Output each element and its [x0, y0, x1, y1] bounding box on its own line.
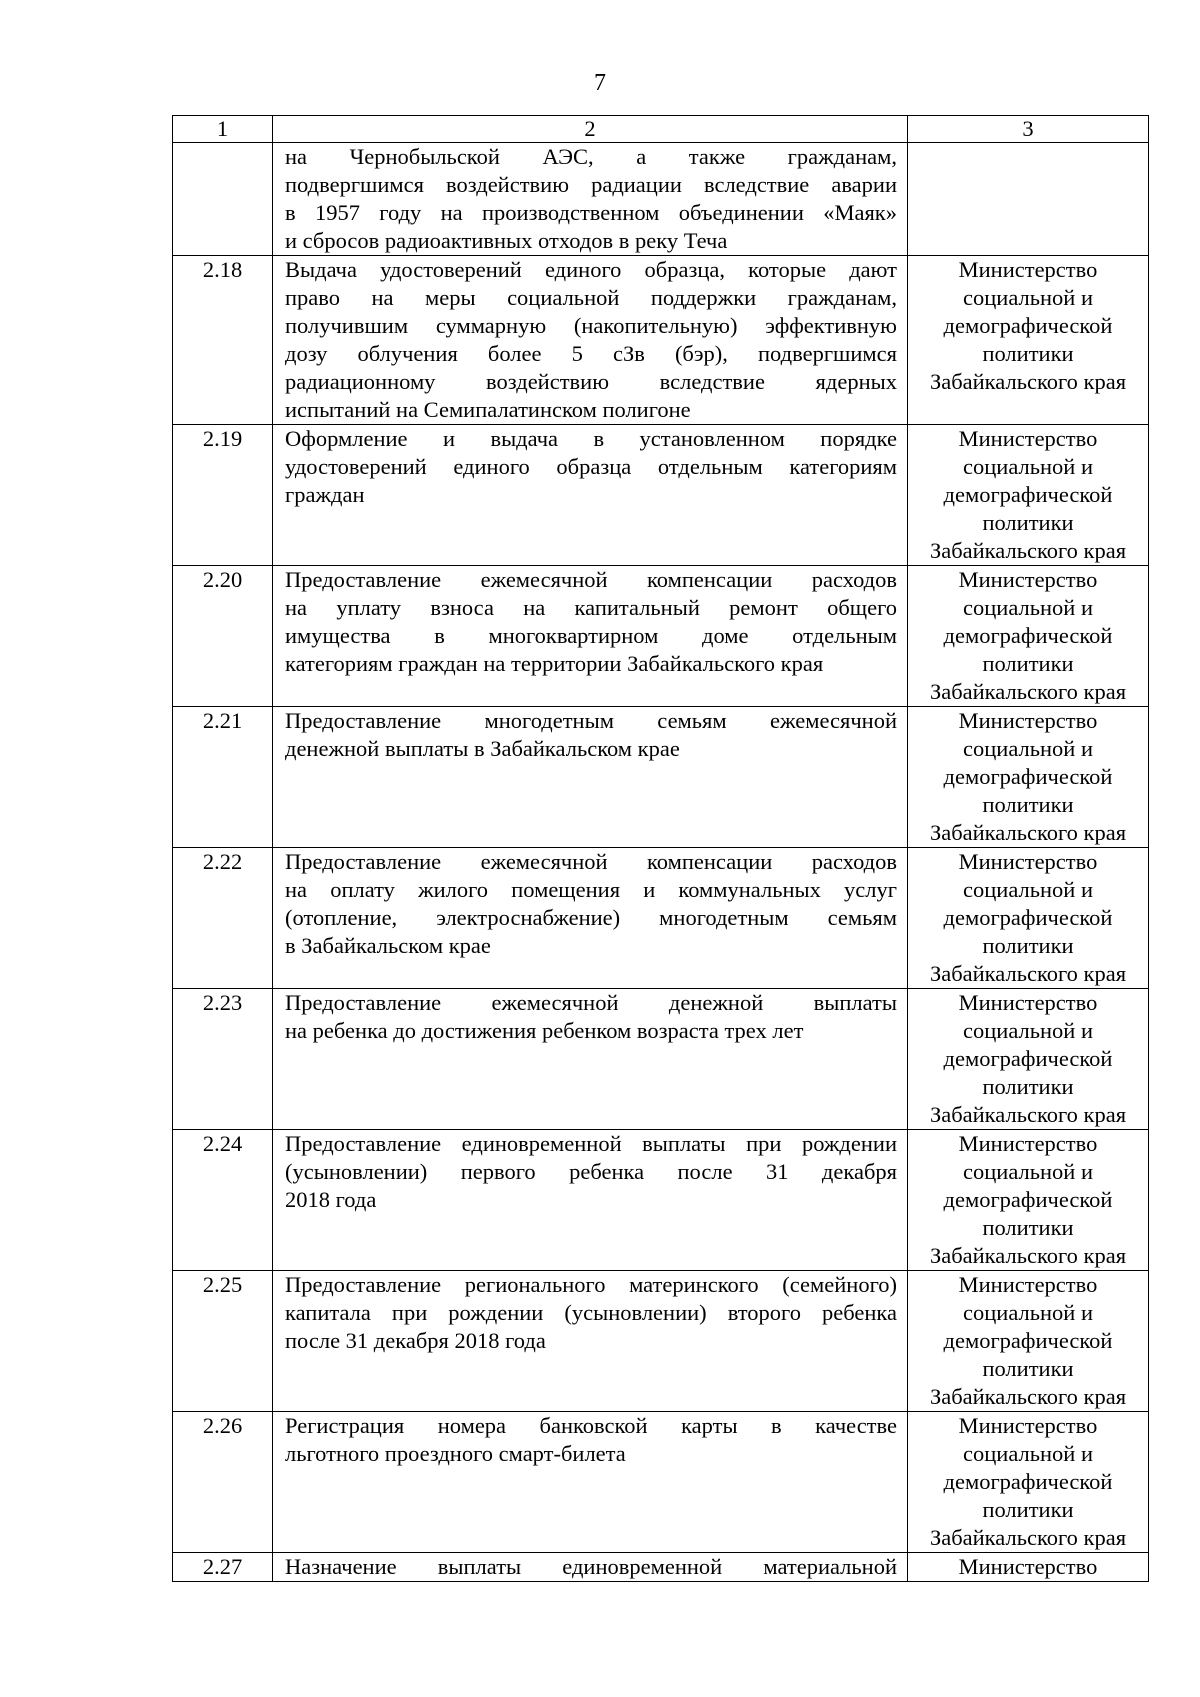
- org-line: Министерство: [958, 708, 1098, 733]
- row-organization: [908, 1412, 1149, 1553]
- org-line: Забайкальского края: [929, 961, 1127, 986]
- row-number: 2.18: [173, 256, 273, 425]
- header-col-1: 1: [173, 116, 273, 143]
- org-line: политики: [982, 651, 1074, 676]
- table-row: [173, 989, 1149, 1130]
- org-line: политики: [982, 1356, 1074, 1381]
- org-line: Забайкальского края: [929, 1384, 1127, 1409]
- row-description: [273, 1130, 908, 1271]
- row-organization: [908, 1553, 1149, 1582]
- org-line: демографической: [943, 623, 1113, 648]
- desc-line: Предоставление регионального материнского (семейного): [285, 1272, 897, 1297]
- desc-line: Выдача удостоверений единого образца, которые дают: [285, 257, 897, 282]
- org-line: демографической: [943, 764, 1113, 789]
- desc-line: Оформление и выдача в установленном порядке: [285, 426, 897, 451]
- desc-line: Предоставление единовременной выплаты при рождении: [285, 1131, 897, 1156]
- table-row: [173, 256, 1149, 425]
- desc-line: капитала при рождении (усыновлении) второго ребенка: [285, 1300, 897, 1325]
- desc-line: на уплату взноса на капитальный ремонт общего: [285, 595, 897, 620]
- continuation-desc-cell: [273, 143, 908, 256]
- org-line: политики: [982, 1074, 1074, 1099]
- desc-line: на ребенка до достижения ребенком возраста трех лет: [285, 1018, 804, 1043]
- continuation-org-cell: [908, 143, 1149, 256]
- row-organization: [908, 566, 1149, 707]
- row-organization: [908, 1130, 1149, 1271]
- org-line: демографической: [943, 313, 1113, 338]
- header-col-3: 3: [908, 116, 1149, 143]
- org-line: Забайкальского края: [929, 1525, 1127, 1550]
- row-description: [273, 1553, 908, 1582]
- org-line: социальной и: [963, 285, 1093, 310]
- desc-line: подвергшимся воздействию радиации вследствие аварии: [285, 172, 897, 197]
- desc-line: (отопление, электроснабжение) многодетным семьям: [285, 905, 897, 930]
- org-line: политики: [982, 792, 1074, 817]
- table-row: [173, 566, 1149, 707]
- org-line: Министерство: [958, 1272, 1098, 1297]
- org-line: Министерство: [958, 849, 1098, 874]
- desc-line: после 31 декабря 2018 года: [285, 1328, 546, 1353]
- desc-line: денежной выплаты в Забайкальском крае: [285, 736, 680, 761]
- services-table: [172, 115, 1149, 1582]
- row-description: [273, 989, 908, 1130]
- table-row: [173, 707, 1149, 848]
- header-col-2: 2: [273, 116, 908, 143]
- row-number: 2.26: [173, 1412, 273, 1553]
- row-number: 2.27: [173, 1553, 273, 1582]
- row-description: [273, 1412, 908, 1553]
- desc-line: Предоставление ежемесячной компенсации расходов: [285, 567, 897, 592]
- row-number: 2.22: [173, 848, 273, 989]
- org-line: социальной и: [963, 454, 1093, 479]
- org-line: Забайкальского края: [929, 1243, 1127, 1268]
- org-line: политики: [982, 1497, 1074, 1522]
- org-line: Министерство: [958, 567, 1098, 592]
- org-line: демографической: [943, 482, 1113, 507]
- org-line: социальной и: [963, 595, 1093, 620]
- row-number: 2.19: [173, 425, 273, 566]
- desc-line: радиационному воздействию вследствие ядерных: [285, 369, 897, 394]
- desc-line: в 1957 году на производственном объединении «Маяк»: [285, 200, 897, 225]
- desc-line: граждан: [285, 482, 365, 507]
- row-number: 2.20: [173, 566, 273, 707]
- row-description: [273, 1271, 908, 1412]
- org-line: Забайкальского края: [929, 1102, 1127, 1127]
- org-line: Министерство: [958, 1554, 1098, 1579]
- row-number: 2.23: [173, 989, 273, 1130]
- desc-line: право на меры социальной поддержки гражданам,: [285, 285, 897, 310]
- table-row: [173, 1271, 1149, 1412]
- org-line: политики: [982, 510, 1074, 535]
- row-organization: [908, 848, 1149, 989]
- org-line: демографической: [943, 1187, 1113, 1212]
- page-number: 7: [594, 70, 606, 96]
- org-line: социальной и: [963, 1441, 1093, 1466]
- desc-line: на Чернобыльской АЭС, а также гражданам,: [285, 144, 897, 169]
- org-line: Министерство: [958, 990, 1098, 1015]
- row-number: 2.25: [173, 1271, 273, 1412]
- row-description: [273, 256, 908, 425]
- table-row: [173, 848, 1149, 989]
- table-row: [173, 1130, 1149, 1271]
- org-line: Министерство: [958, 1131, 1098, 1156]
- row-number: 2.24: [173, 1130, 273, 1271]
- org-line: демографической: [943, 1469, 1113, 1494]
- row-organization: [908, 989, 1149, 1130]
- desc-line: в Забайкальском крае: [285, 933, 491, 958]
- org-line: демографической: [943, 1328, 1113, 1353]
- desc-line: удостоверений единого образца отдельным категориям: [285, 454, 897, 479]
- org-line: политики: [982, 933, 1074, 958]
- row-organization: [908, 425, 1149, 566]
- desc-line: имущества в многоквартирном доме отдельным: [285, 623, 897, 648]
- desc-line: Регистрация номера банковской карты в качестве: [285, 1413, 897, 1438]
- desc-line: испытаний на Семипалатинском полигоне: [285, 397, 691, 422]
- org-line: Забайкальского края: [929, 538, 1127, 563]
- row-organization: [908, 256, 1149, 425]
- table-row: [173, 425, 1149, 566]
- row-description: [273, 566, 908, 707]
- row-organization: [908, 1271, 1149, 1412]
- org-line: социальной и: [963, 736, 1093, 761]
- desc-line: дозу облучения более 5 сЗв (бэр), подвергшимся: [285, 341, 897, 366]
- continuation-num-cell: [173, 143, 273, 256]
- table-row: [173, 1412, 1149, 1553]
- org-line: политики: [982, 341, 1074, 366]
- org-line: социальной и: [963, 877, 1093, 902]
- org-line: Забайкальского края: [929, 820, 1127, 845]
- desc-line: Предоставление ежемесячной денежной выплаты: [285, 990, 897, 1015]
- org-line: Министерство: [958, 257, 1098, 282]
- header-row: [173, 116, 1149, 143]
- org-line: социальной и: [963, 1018, 1093, 1043]
- desc-line: на оплату жилого помещения и коммунальных услуг: [285, 877, 897, 902]
- org-line: демографической: [943, 1046, 1113, 1071]
- org-line: Забайкальского края: [929, 679, 1127, 704]
- row-description: [273, 848, 908, 989]
- desc-line: и сбросов радиоактивных отходов в реку Теча: [285, 228, 728, 253]
- desc-line: 2018 года: [285, 1187, 377, 1212]
- org-line: демографической: [943, 905, 1113, 930]
- org-line: Забайкальского края: [929, 369, 1127, 394]
- desc-line: (усыновлении) первого ребенка после 31 декабря: [285, 1159, 897, 1184]
- desc-line: получившим суммарную (накопительную) эффективную: [285, 313, 897, 338]
- org-line: политики: [982, 1215, 1074, 1240]
- desc-line: Предоставление ежемесячной компенсации расходов: [285, 849, 897, 874]
- row-organization: [908, 707, 1149, 848]
- org-line: Министерство: [958, 1413, 1098, 1438]
- row-description: [273, 425, 908, 566]
- table-row: [173, 1553, 1149, 1582]
- org-line: социальной и: [963, 1159, 1093, 1184]
- row-number: 2.21: [173, 707, 273, 848]
- desc-line: категориям граждан на территории Забайкальского края: [285, 651, 824, 676]
- org-line: социальной и: [963, 1300, 1093, 1325]
- continuation-row: [173, 143, 1149, 256]
- desc-line: льготного проездного смарт-билета: [285, 1441, 626, 1466]
- desc-line: Предоставление многодетным семьям ежемесячной: [285, 708, 897, 733]
- row-description: [273, 707, 908, 848]
- org-line: Министерство: [958, 426, 1098, 451]
- desc-line: Назначение выплаты единовременной материальной: [285, 1554, 897, 1579]
